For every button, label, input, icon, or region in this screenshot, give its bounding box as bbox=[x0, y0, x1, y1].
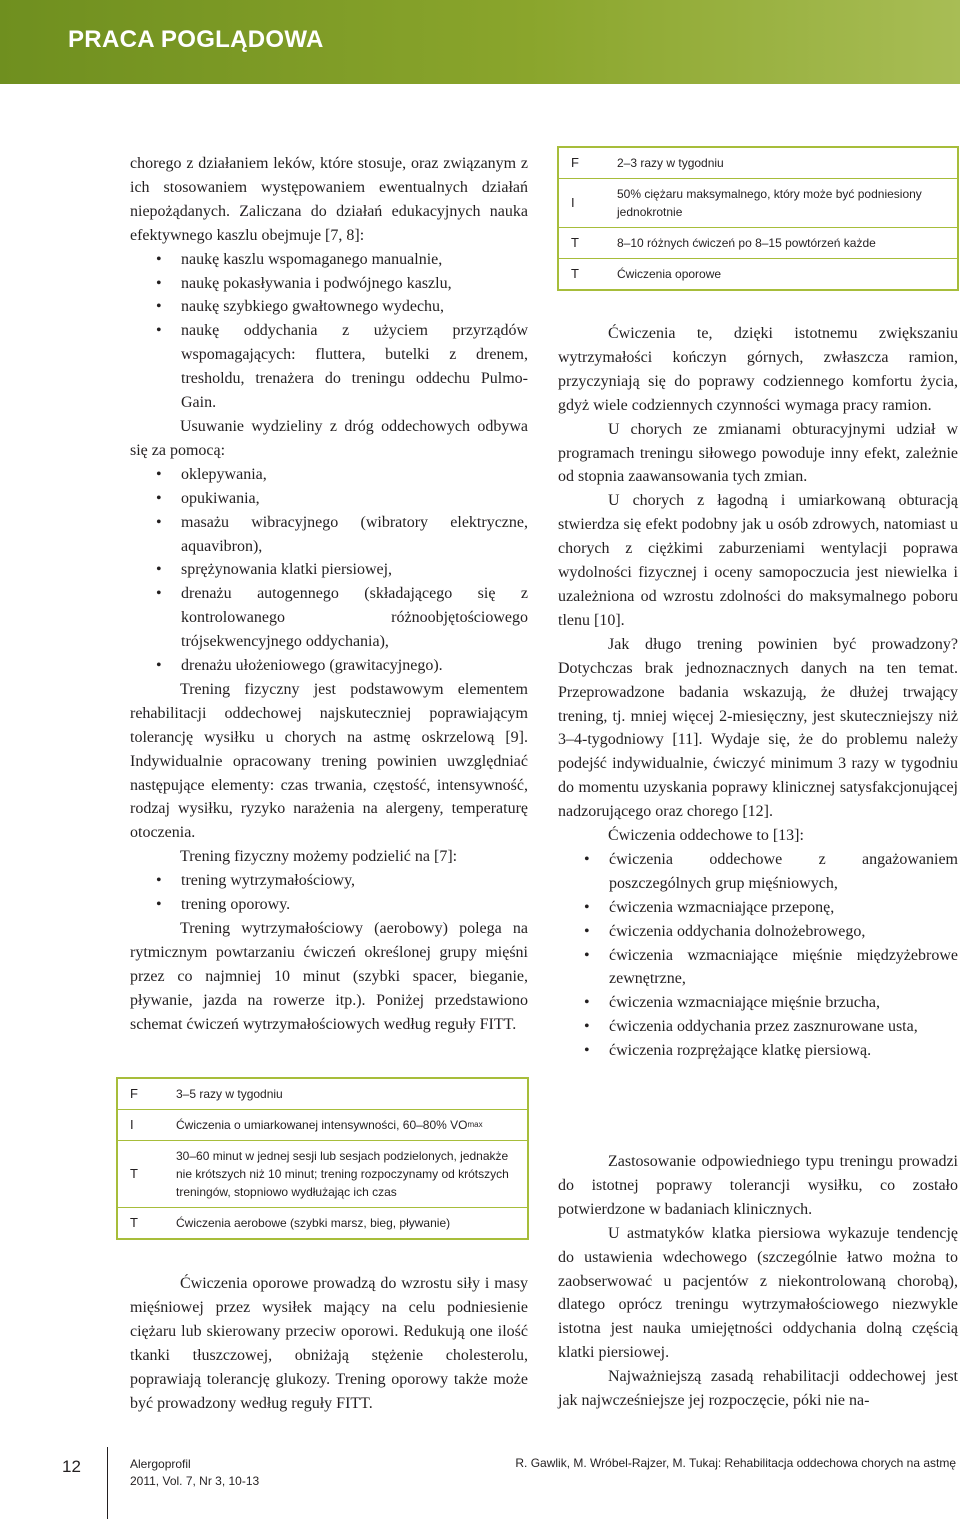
fitt-row bbox=[559, 179, 957, 228]
fitt-letter: T bbox=[130, 1166, 138, 1181]
list-item: • naukę oddychania z użyciem przyrządów wspomagających: fluttera, butelki z drenem, tresholdu, trenażera do treningu oddechu Pulmo-Gain. bbox=[130, 319, 528, 415]
list-item: • ćwiczenia rozprężające klatkę piersiową. bbox=[558, 1039, 958, 1063]
paragraph: Trening wytrzymałościowy (aerobowy) polega na rytmicznym powtarzaniu ćwiczeń określonej grupy mięśni przez co najmniej 10 minut (szybki spacer, bieganie, pływanie, jazda na rowerze itp.). Poniżej przedstawiono schemat ćwiczeń wytrzymałościowych według reguły FITT. bbox=[130, 920, 528, 1033]
list-item: • ćwiczenia oddechowe z angażowaniem poszczególnych grup mięśniowych, bbox=[558, 848, 958, 896]
fitt-text: 2–3 razy w tygodniu bbox=[617, 156, 724, 170]
breathing-exercises-list bbox=[558, 848, 958, 1063]
paragraph: U chorych ze zmianami obturacyjnymi udział w programach treningu siłowego powoduje inny efekt, zależnie od stopnia zaawansowania tych zmian. bbox=[558, 420, 958, 486]
paragraph: chorego z działaniem leków, które stosuje, oraz związanym z ich stosowaniem występowaniem ewentualnych działań niepożądanych. Zaliczana do działań edukacyjnych nauka efektywnego kaszlu obejmuje [7, 8]: bbox=[130, 155, 528, 244]
list-item: • drenażu ułożeniowego (grawitacyjnego). bbox=[130, 654, 528, 678]
paragraph: Jak długo trening powinien być prowadzony? Dotychczas brak jednoznacznych danych na ten temat. Przeprowadzone badania wskazują, że dłużej trwający trening, tj. mniej więcej 2-miesięczny, jest skuteczniejszy niż 3–4-tygodniowy [11]. Wydaje się, że do problemu należy podejść indywidualnie, ćwiczyć minimum 3 razy w tygodniu do momentu uzyskania poprawy klinicznej satysfakcjonującej nadzorującego oraz chorego [12]. bbox=[558, 635, 958, 821]
fitt-letter: T bbox=[571, 266, 579, 281]
left-column bbox=[130, 152, 528, 1037]
fitt-row bbox=[118, 1079, 527, 1110]
journal-name: Alergoprofil bbox=[130, 1457, 191, 1471]
list-item: • ćwiczenia wzmacniające mięśnie międzyżebrowe zewnętrzne, bbox=[558, 944, 958, 992]
list-item: • opukiwania, bbox=[130, 487, 528, 511]
fitt-text: 3–5 razy w tygodniu bbox=[176, 1087, 283, 1101]
fitt-row bbox=[118, 1110, 527, 1141]
fitt-subscript: max bbox=[467, 1120, 483, 1129]
list-item: • trening wytrzymałościowy, bbox=[130, 869, 528, 893]
right-column-continued bbox=[558, 1150, 958, 1413]
list-item: • drenażu autogennego (składającego się z kontrolowanego różnoobjętościowego trójsekwencyjnego oddychania), bbox=[130, 582, 528, 654]
fitt-row bbox=[118, 1141, 527, 1208]
cough-training-list bbox=[130, 248, 528, 415]
article-citation: R. Gawlik, M. Wróbel-Rajzer, M. Tukaj: Rehabilitacja oddechowa chorych na astmę bbox=[515, 1456, 956, 1470]
paragraph: Trening fizyczny jest podstawowym elementem rehabilitacji oddechowej najskuteczniej poprawiającym tolerancję wysiłku u chorych na astmę oskrzelową [9]. Indywidualnie opracowany trening powinien uwzględniać następujące elementy: czas trwania, częstość, intensywność, rodzaj wysiłku, ryzyko narażenia na alergeny, temperaturę otoczenia. bbox=[130, 680, 528, 842]
fitt-text: 8–10 różnych ćwiczeń po 8–15 powtórzeń każde bbox=[617, 236, 876, 250]
list-item: • trening oporowy. bbox=[130, 893, 528, 917]
paragraph: Ćwiczenia te, dzięki istotnemu zwiększaniu wytrzymałości kończyn górnych, zwłaszcza ramion, przyczyniają się do poprawy codziennego komfortu życia, gdyż wiele codziennych czynności wymaga pracy ramion. bbox=[558, 325, 958, 414]
list-item: • ćwiczenia wzmacniające przeponę, bbox=[558, 896, 958, 920]
fitt-resistance-table bbox=[557, 146, 959, 291]
list-item: • ćwiczenia oddychania przez zasznurowane usta, bbox=[558, 1015, 958, 1039]
fitt-letter: T bbox=[130, 1215, 138, 1230]
list-item: • masażu wibracyjnego (wibratory elektryczne, aquavibron), bbox=[130, 511, 528, 559]
paragraph: Najważniejszą zasadą rehabilitacji oddechowej jest jak najwcześniejsze jej rozpoczęcie, póki nie na- bbox=[558, 1368, 958, 1410]
list-item: • sprężynowania klatki piersiowej, bbox=[130, 558, 528, 582]
right-column bbox=[558, 322, 958, 1063]
fitt-letter: I bbox=[571, 195, 575, 210]
fitt-letter: F bbox=[571, 155, 579, 170]
page-number: 12 bbox=[62, 1457, 81, 1476]
list-item: • oklepywania, bbox=[130, 463, 528, 487]
fitt-text bbox=[152, 1110, 527, 1140]
fitt-letter: T bbox=[571, 235, 579, 250]
fitt-text-main: Ćwiczenia o umiarkowanej intensywności, 60–80% VO bbox=[176, 1118, 468, 1132]
paragraph: Ćwiczenia oporowe prowadzą do wzrostu siły i masy mięśniowej przez wysiłek mający na celu podniesienie ciężaru lub skierowany przeciw oporowi. Redukują one ilość tkanki tłuszczowej, obniżają stężenie cholesterolu, poprawiają tolerancję glukozy. Trening oporowy także może być prowadzony według reguły FITT. bbox=[130, 1275, 528, 1412]
list-item: • naukę kaszlu wspomaganego manualnie, bbox=[130, 248, 528, 272]
list-item: • naukę pokasływania i podwójnego kaszlu, bbox=[130, 272, 528, 296]
fitt-text: Ćwiczenia aerobowe (szybki marsz, bieg, pływanie) bbox=[176, 1216, 451, 1230]
paragraph: Trening fizyczny możemy podzielić na [7]: bbox=[180, 848, 458, 866]
paragraph: Ćwiczenia oddechowe to [13]: bbox=[608, 827, 804, 845]
section-title: PRACA POGLĄDOWA bbox=[68, 26, 324, 53]
journal-info bbox=[130, 1456, 259, 1490]
secretion-removal-list bbox=[130, 463, 528, 678]
fitt-row bbox=[559, 259, 957, 289]
paragraph: U astmatyków klatka piersiowa wykazuje tendencję do ustawienia wdechowego (szczególnie łatwo można to zaobserwować u pacjentów z niekontrolowaną chorobą), dlatego oprócz treningu wytrzymałościowego niezwykle istotna jest nauka umiejętności oddychania dolną częścią klatki piersiowej. bbox=[558, 1224, 958, 1362]
fitt-text: 30–60 minut w jednej sesji lub sesjach podzielonych, jednakże nie krótszych niż 10 minut; trening rozpoczynamy od krótszych treningów, stopniowo wydłużając ich czas bbox=[176, 1149, 509, 1199]
training-types-list bbox=[130, 869, 528, 917]
paragraph: Usuwanie wydzieliny z dróg oddechowych odbywa się za pomocą: bbox=[130, 417, 528, 459]
fitt-row bbox=[559, 148, 957, 179]
fitt-letter: F bbox=[130, 1086, 138, 1101]
list-item: • naukę szybkiego gwałtownego wydechu, bbox=[130, 295, 528, 319]
paragraph: U chorych z łagodną i umiarkowaną obturacją stwierdza się efekt podobny jak u osób zdrowych, natomiast u chorych z ciężkimi zaburzeniami wentylacji poprawa wydolności fizycznej i oceny samopoczucia jest niewielka i uzależniona od wzrostu zdolności do maksymalnego poboru tlenu [10]. bbox=[558, 492, 958, 629]
paragraph: Zastosowanie odpowiedniego typu treningu prowadzi do istotnej poprawy tolerancji wysiłku, co zostało potwierdzone w badaniach klinicznych. bbox=[558, 1153, 958, 1218]
fitt-row bbox=[559, 228, 957, 259]
fitt-text: Ćwiczenia oporowe bbox=[617, 267, 722, 281]
footer-divider bbox=[107, 1447, 108, 1519]
fitt-text: 50% ciężaru maksymalnego, który może być podniesiony jednokrotnie bbox=[617, 187, 922, 219]
fitt-aerobic-table bbox=[116, 1077, 529, 1240]
fitt-row bbox=[118, 1208, 527, 1238]
fitt-letter: I bbox=[130, 1117, 134, 1132]
journal-volume: 2011, Vol. 7, Nr 3, 10-13 bbox=[130, 1474, 260, 1488]
list-item: • ćwiczenia wzmacniające mięśnie brzucha, bbox=[558, 991, 958, 1015]
list-item: • ćwiczenia oddychania dolnożebrowego, bbox=[558, 920, 958, 944]
left-column-continued bbox=[130, 1272, 528, 1415]
